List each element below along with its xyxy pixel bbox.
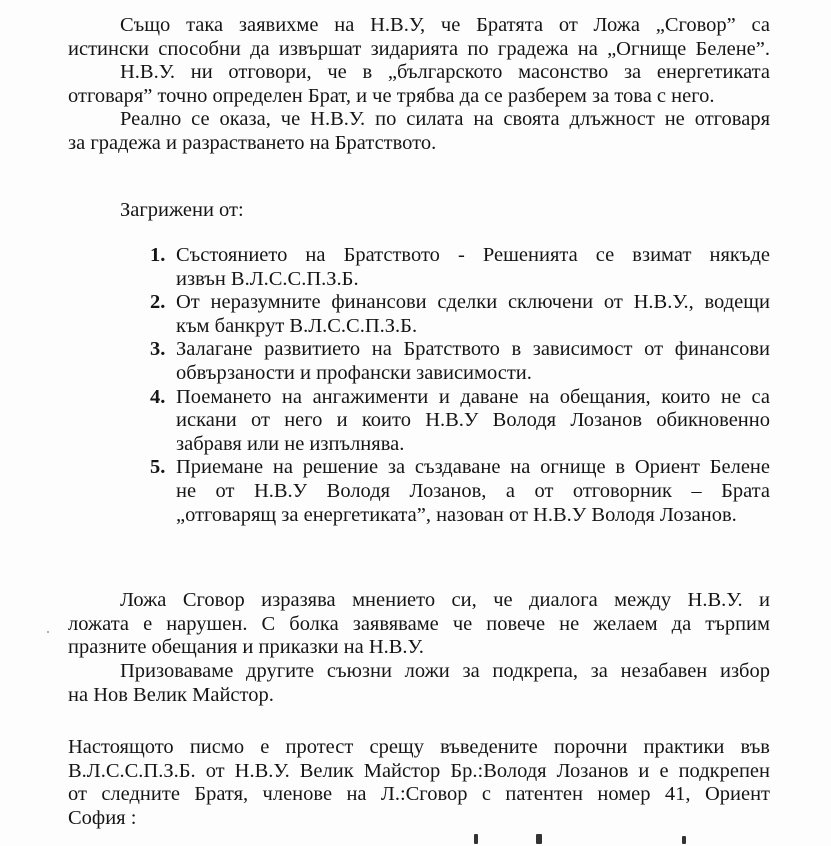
list-number: 2. [150,291,166,314]
text-line: Реално се оказа, че Н.В.У. по силата на своята длъжност не отговаря [120,108,770,130]
text-line: забравя или не изпълнява. [176,432,405,455]
text-line: Призоваваме другите съюзни ложи за подкрепа, за незабавен избор [120,660,770,682]
text-line: за градежа и разрастването на Братството. [68,131,437,154]
text-line: „отговарящ за енергетиката”, назован от Н.В.У Володя Лозанов. [176,503,737,526]
text-line: Залагане развитието на Братството в зависимост от финансови [176,338,770,361]
list-item [150,338,770,385]
text-line: Н.В.У. ни отговори, че в „българското масонство за енергетиката [120,61,770,83]
text-line: истински способни да извършат зидарията по градежа на „Огнище Белене”. [68,37,770,60]
concerns-heading: Загрижени от: [120,199,244,221]
text-line: извън В.Л.С.С.П.З.Б. [176,267,359,290]
text-line: на Нов Велик Майстор. [68,683,274,706]
text-line: Настоящото писмо е протест срещу въведените порочни практики във [68,736,770,758]
text-line: От неразумните финансови сделки сключени от Н.В.У., водещи [176,291,770,314]
list-item [150,456,770,527]
list-item [150,291,770,338]
text-line: празните обещания и приказки на Н.В.У. [68,636,424,659]
concerns-list [150,244,770,527]
text-line: Също така заявихме на Н.В.У, че Братята от Ложа „Сговор” са [120,14,770,36]
list-item [150,244,770,291]
cutoff-glyph [474,834,478,844]
list-item [150,386,770,457]
text-line: от следните Братя, членове на Л.:Сговор с патентен номер 41, Ориент [68,783,770,806]
intro-paragraph-1 [68,14,770,61]
text-line: Ложа Сговор изразява мнението си, че диалога между Н.В.У. и [120,589,770,611]
list-number: 1. [150,244,166,266]
text-line: София : [68,806,137,829]
list-number: 5. [150,456,166,479]
text-line: обвързаности и профански зависимости. [176,361,532,384]
text-line: Състоянието на Братството - Решенията се взимат някъде [176,244,770,266]
text-line: Поемането на ангажименти и даване на обещания, които не са [176,385,770,408]
text-line: В.Л.С.С.П.З.Б. от Н.В.У. Велик Майстор Бр.:Володя Лозанов и е подкрепен [68,759,770,782]
text-line: не от Н.В.У Володя Лозанов, а от отговорник – Брата [176,479,770,502]
intro-paragraph-2 [68,61,770,108]
text-line: към банкрут В.Л.С.С.П.З.Б. [176,314,418,337]
scan-speck [47,631,49,633]
text-line: искани от него и които Н.В.У Володя Лозанов обикновенно [176,409,770,432]
text-line: отговаря” точно определен Брат, и че трябва да се разберем за това с него. [68,84,715,107]
protest-paragraph [68,736,770,830]
cutoff-glyph [536,834,542,844]
list-number: 4. [150,385,166,408]
text-line: ложата е нарушен. С болка заявяваме че повече не желаем да търпим [68,612,770,635]
cutoff-glyph [682,836,686,844]
closing-paragraph-2 [68,660,770,707]
intro-paragraph-3 [68,108,770,155]
list-number: 3. [150,338,166,361]
closing-paragraph-1 [68,589,770,660]
text-line: Приемане на решение за създаване на огнище в Ориент Белене [176,456,770,479]
